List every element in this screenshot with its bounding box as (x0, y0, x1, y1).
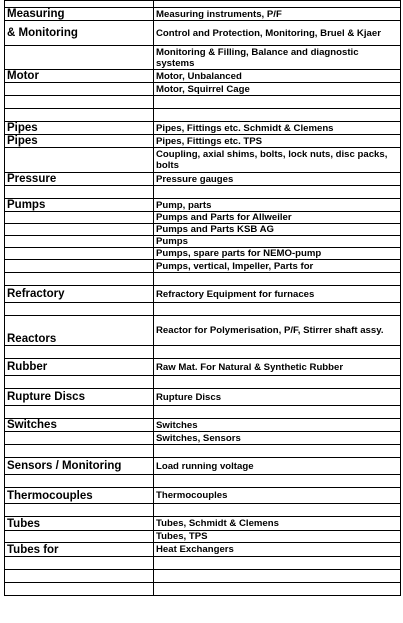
table-row (5, 173, 401, 186)
table-row (5, 1, 401, 8)
description-cell: Thermocouples (154, 488, 401, 504)
category-cell: Thermocouples (5, 488, 154, 504)
category-cell (5, 346, 154, 359)
category-cell: Measuring (5, 8, 154, 21)
table-row (5, 488, 401, 504)
table-row (5, 70, 401, 83)
table-row (5, 109, 401, 122)
description-cell: Tubes, TPS (154, 531, 401, 543)
category-cell (5, 273, 154, 286)
table-row (5, 531, 401, 543)
description-cell: Motor, Unbalanced (154, 70, 401, 83)
table-row (5, 236, 401, 248)
description-cell: Pipes, Fittings etc. Schmidt & Clemens (154, 122, 401, 135)
table-row (5, 83, 401, 96)
description-cell (154, 504, 401, 517)
description-cell: Rupture Discs (154, 389, 401, 406)
category-cell (5, 236, 154, 248)
description-cell: Heat Exchangers (154, 543, 401, 557)
description-cell: Pumps and Parts for Allweiler (154, 212, 401, 224)
description-cell: Pumps and Parts KSB AG (154, 224, 401, 236)
description-cell: Coupling, axial shims, bolts, lock nuts, disc packs, bolts (154, 148, 401, 173)
table-row (5, 303, 401, 316)
description-cell (154, 96, 401, 109)
description-cell: Load running voltage (154, 458, 401, 475)
description-cell (154, 346, 401, 359)
category-cell (5, 148, 154, 173)
table-row (5, 570, 401, 583)
category-cell (5, 406, 154, 419)
description-cell: Pressure gauges (154, 173, 401, 186)
category-cell (5, 46, 154, 70)
category-cell (5, 96, 154, 109)
category-cell (5, 475, 154, 488)
description-cell: Tubes, Schmidt & Clemens (154, 517, 401, 531)
category-cell: Pipes (5, 135, 154, 148)
category-cell (5, 212, 154, 224)
description-cell (154, 1, 401, 8)
table-row (5, 458, 401, 475)
table-row (5, 186, 401, 199)
description-cell: Monitoring & Filling, Balance and diagnostic systems (154, 46, 401, 70)
category-cell: Refractory (5, 286, 154, 303)
category-cell: Rupture Discs (5, 389, 154, 406)
category-cell: Tubes (5, 517, 154, 531)
table-row (5, 359, 401, 376)
description-cell (154, 303, 401, 316)
table-row (5, 543, 401, 557)
description-cell (154, 406, 401, 419)
description-cell: Control and Protection, Monitoring, Bruel & Kjaer (154, 21, 401, 46)
category-cell (5, 504, 154, 517)
table-row (5, 148, 401, 173)
category-cell (5, 570, 154, 583)
table-row (5, 46, 401, 70)
description-cell (154, 583, 401, 596)
description-cell: Pumps, vertical, Impeller, Parts for (154, 260, 401, 273)
description-cell: Motor, Squirrel Cage (154, 83, 401, 96)
table-row (5, 199, 401, 212)
category-cell (5, 1, 154, 8)
category-cell (5, 260, 154, 273)
category-cell (5, 186, 154, 199)
table-row (5, 8, 401, 21)
table-row (5, 517, 401, 531)
category-cell (5, 583, 154, 596)
description-cell (154, 109, 401, 122)
table-row (5, 389, 401, 406)
product-category-table (4, 0, 401, 596)
table-row (5, 21, 401, 46)
description-cell: Pipes, Fittings etc. TPS (154, 135, 401, 148)
category-cell: Pipes (5, 122, 154, 135)
category-cell (5, 224, 154, 236)
description-cell (154, 273, 401, 286)
table-row (5, 135, 401, 148)
description-cell (154, 570, 401, 583)
description-cell: Measuring instruments, P/F (154, 8, 401, 21)
category-cell (5, 557, 154, 570)
category-cell: Tubes for (5, 543, 154, 557)
description-cell (154, 475, 401, 488)
table-row (5, 212, 401, 224)
table-row (5, 419, 401, 432)
table-row (5, 346, 401, 359)
table-row (5, 273, 401, 286)
table-row (5, 583, 401, 596)
category-cell (5, 109, 154, 122)
description-cell (154, 445, 401, 458)
category-cell (5, 83, 154, 96)
table-row (5, 248, 401, 260)
table-row (5, 445, 401, 458)
description-cell: Reactor for Polymerisation, P/F, Stirrer shaft assy. (154, 316, 401, 346)
description-cell: Refractory Equipment for furnaces (154, 286, 401, 303)
table-row (5, 260, 401, 273)
table-row (5, 224, 401, 236)
description-cell: Switches (154, 419, 401, 432)
category-cell (5, 248, 154, 260)
table-row (5, 286, 401, 303)
description-cell: Raw Mat. For Natural & Synthetic Rubber (154, 359, 401, 376)
description-cell: Pumps (154, 236, 401, 248)
description-cell: Pump, parts (154, 199, 401, 212)
table-row (5, 96, 401, 109)
category-cell (5, 531, 154, 543)
table-row (5, 475, 401, 488)
description-cell: Pumps, spare parts for NEMO-pump (154, 248, 401, 260)
category-cell (5, 376, 154, 389)
table-row (5, 406, 401, 419)
description-cell (154, 557, 401, 570)
category-cell: Pressure (5, 173, 154, 186)
category-cell: Sensors / Monitoring (5, 458, 154, 475)
table-row (5, 557, 401, 570)
description-cell: Switches, Sensors (154, 432, 401, 445)
description-cell (154, 376, 401, 389)
category-cell: Rubber (5, 359, 154, 376)
category-cell: & Monitoring (5, 21, 154, 46)
table-row (5, 122, 401, 135)
category-cell (5, 432, 154, 445)
table-row (5, 504, 401, 517)
category-cell: Motor (5, 70, 154, 83)
table-row (5, 376, 401, 389)
category-cell (5, 303, 154, 316)
category-cell: Pumps (5, 199, 154, 212)
category-cell: Switches (5, 419, 154, 432)
description-cell (154, 186, 401, 199)
category-cell (5, 445, 154, 458)
category-cell: Reactors (5, 316, 154, 346)
table-row (5, 316, 401, 346)
table-row (5, 432, 401, 445)
